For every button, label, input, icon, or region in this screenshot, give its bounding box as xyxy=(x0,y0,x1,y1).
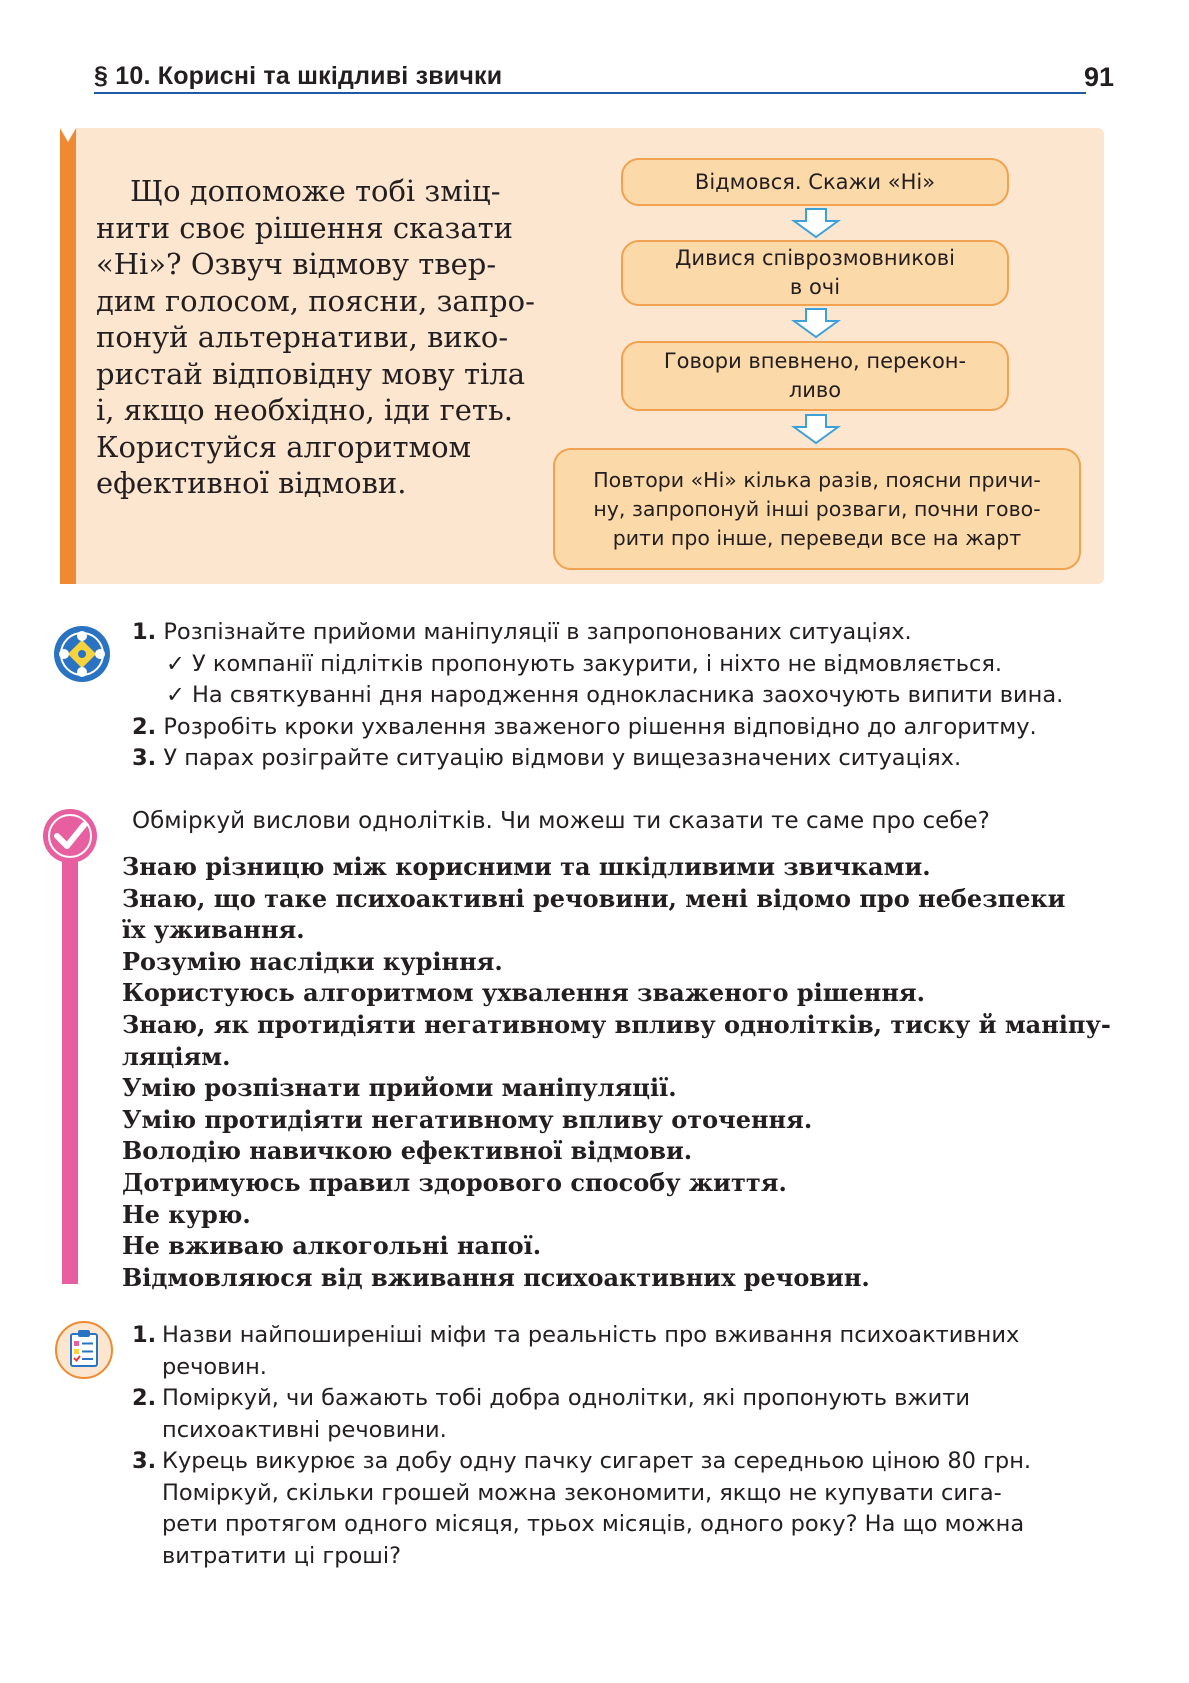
homework-line: рети протягом одного місяця, трьох місяців, одного року? На що можна xyxy=(162,1511,1025,1537)
self-check-bar xyxy=(62,826,78,1284)
self-check-line: їх уживання. xyxy=(122,915,305,945)
homework-line: Поміркуй, скільки грошей можна зекономити, якщо не купувати сига- xyxy=(162,1479,1002,1506)
header-rule xyxy=(94,92,1086,94)
self-check-line: Розумію наслідки куріння. xyxy=(122,946,503,976)
homework-list xyxy=(132,1320,1092,1572)
flow-step-line: в очі xyxy=(789,275,841,299)
down-arrow-icon xyxy=(790,307,842,339)
self-check-line: Умію розпізнати прийоми маніпуляції. xyxy=(122,1073,677,1103)
flow-step-3 xyxy=(621,341,1009,411)
self-check-line: Не курю. xyxy=(122,1199,251,1229)
task-subitem xyxy=(132,680,1112,712)
homework-number: 2. xyxy=(132,1385,157,1411)
tip-line: Користуйся алгоритмом xyxy=(96,429,472,464)
task-number: 3. xyxy=(132,745,157,771)
task-subitem-text: На святкуванні дня народження однокласника заохочують випити вина. xyxy=(192,682,1064,708)
tip-line: нити своє рішення сказати xyxy=(96,210,514,245)
tip-stripe xyxy=(60,128,76,584)
group-task-list xyxy=(132,617,1112,775)
flow-step-line: Повтори «Ні» кілька разів, поясни причи- xyxy=(593,467,1041,492)
homework-line: Назви найпоширеніші міфи та реальність про вживання психоактивних xyxy=(162,1322,1020,1348)
task-text: У парах розіграйте ситуацію відмови у вищезазначених ситуаціях. xyxy=(163,745,962,771)
tip-line: понуй альтернативи, вико- xyxy=(96,320,509,354)
flow-step-2 xyxy=(621,240,1009,306)
page-number: 91 xyxy=(1083,62,1114,92)
tip-text xyxy=(96,173,546,502)
flow-step-line: Говори впевнено, перекон- xyxy=(663,349,967,373)
task-number: 1. xyxy=(132,619,157,645)
homework-line: витратити ці гроші? xyxy=(162,1542,402,1569)
tip-line: дим голосом, поясни, запро- xyxy=(96,283,535,318)
tip-line: ристай відповідну мову тіла xyxy=(96,356,525,391)
task-text: Розробіть кроки ухвалення зваженого рішення відповідно до алгоритму. xyxy=(163,713,1037,740)
homework-line: Поміркуй, чи бажають тобі добра однолітки, які пропонують вжити xyxy=(162,1385,971,1411)
tip-line: Що допоможе тобі зміц- xyxy=(130,174,501,208)
self-check-line: ляціям. xyxy=(122,1041,231,1071)
self-check-line: Дотримуюсь правил здорового способу життя. xyxy=(122,1167,787,1197)
task-number: 2. xyxy=(132,713,157,740)
homework-item xyxy=(132,1383,1092,1446)
self-check-line: Знаю різницю між корисними та шкідливими звичками. xyxy=(122,852,931,881)
self-check-line: Відмовляюся від вживання психоактивних речовин. xyxy=(122,1262,870,1292)
self-check-line: Користуюсь алгоритмом ухвалення зваженого рішення. xyxy=(122,978,926,1008)
flow-step-line: ну, запропонуй інші розваги, почни гово- xyxy=(593,496,1041,521)
flow-step-1 xyxy=(621,158,1009,206)
homework-item xyxy=(132,1320,1092,1383)
checkmark-icon xyxy=(41,807,99,865)
homework-line: речовин. xyxy=(162,1353,267,1380)
self-check-line: Не вживаю алкогольні напої. xyxy=(122,1231,542,1261)
homework-line: Курець викурює за добу одну пачку сигарет за середньою ціною 80 грн. xyxy=(162,1448,1032,1474)
page-header xyxy=(94,58,1114,94)
self-check-line: Володію навичкою ефективної відмови. xyxy=(122,1136,693,1166)
flow-step-4 xyxy=(553,448,1081,570)
tip-line: і, якщо необхідно, іди геть. xyxy=(96,393,513,427)
homework-line: психоактивні речовини. xyxy=(162,1416,447,1443)
check-icon: ✓ xyxy=(166,650,185,677)
homework-number: 3. xyxy=(132,1448,157,1474)
task-item xyxy=(132,743,1112,775)
self-check-list xyxy=(122,851,1111,1293)
down-arrow-icon xyxy=(790,413,842,445)
tip-line: «Ні»? Озвуч відмову твер- xyxy=(96,247,497,281)
flow-step-line: Відмовся. Скажи «Ні» xyxy=(694,169,936,194)
tip-line: ефективної відмови. xyxy=(96,466,407,500)
task-item xyxy=(132,712,1112,744)
self-check-line: Знаю, як протидіяти негативному впливу однолітків, тиску й маніпу- xyxy=(122,1009,1111,1039)
task-subitem xyxy=(132,649,1112,681)
check-icon: ✓ xyxy=(166,682,185,708)
checklist-icon xyxy=(54,1320,114,1380)
homework-item xyxy=(132,1446,1092,1572)
task-subitem-text: У компанії підлітків пропонують закурити, і ніхто не відмовляється. xyxy=(192,650,1003,677)
section-title: § 10. Корисні та шкідливі звички xyxy=(94,62,503,90)
group-work-icon xyxy=(52,624,112,684)
flow-step-line: Дивися співрозмовникові xyxy=(675,246,955,270)
homework-number: 1. xyxy=(132,1322,157,1348)
self-check-line: Умію протидіяти негативному впливу оточення. xyxy=(122,1104,813,1134)
down-arrow-icon xyxy=(790,207,842,239)
task-item xyxy=(132,617,1112,649)
flow-step-line: ливо xyxy=(788,378,842,402)
flow-step-line: рити про інше, переведи все на жарт xyxy=(612,525,1022,550)
self-check-intro: Обміркуй вислови однолітків. Чи можеш ти сказати те саме про себе? xyxy=(132,808,990,834)
tip-notch xyxy=(60,128,76,142)
task-text: Розпізнайте прийоми маніпуляції в запропонованих ситуаціях. xyxy=(163,619,912,645)
self-check-line: Знаю, що таке психоактивні речовини, мені відомо про небезпеки xyxy=(122,883,1066,913)
